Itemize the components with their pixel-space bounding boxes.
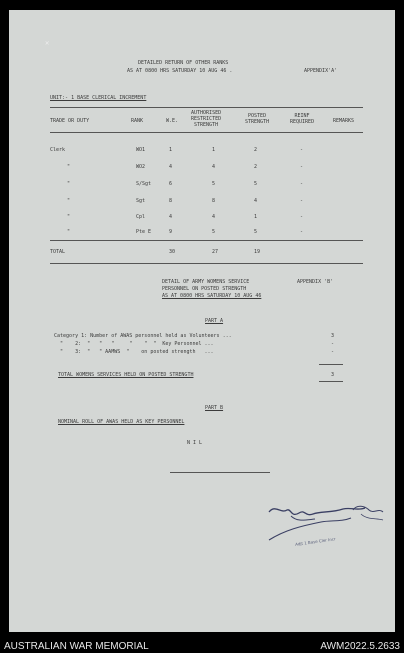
total-posted: 19 [254, 249, 261, 255]
table-header-rule [50, 132, 363, 133]
col-header-reinf: REINF REQUIRED [290, 113, 315, 125]
total-label: TOTAL [50, 249, 66, 255]
table-cell: Clerk [50, 147, 66, 153]
table-cell: Cpl [136, 214, 146, 220]
table-cell: - [300, 214, 304, 220]
table-cell: 1 [254, 214, 258, 220]
part-a-value-1: 3 [331, 333, 335, 339]
col-header-remarks: REMARKS [333, 118, 355, 124]
table-cell: 4 [169, 214, 173, 220]
table-cell: 2 [254, 147, 258, 153]
document-page [9, 10, 395, 632]
table-cell: 5 [212, 229, 216, 235]
part-a-value-3: - [331, 349, 335, 355]
unit-line: UNIT:- 1 BASE CLERICAL INCREMENT [50, 95, 147, 101]
table-cell: " [67, 229, 71, 235]
section-b-line2: PERSONNEL ON POSTED STRENGTH [162, 286, 247, 292]
punch-mark: ✕ [45, 39, 50, 47]
total-top-rule [50, 240, 363, 241]
part-a-total-rule [319, 381, 343, 382]
appendix-b-label: APPENDIX 'B' [297, 279, 334, 285]
table-top-rule [50, 107, 363, 108]
table-cell: - [300, 164, 304, 170]
total-bottom-rule [50, 263, 363, 264]
table-cell: 5 [254, 181, 258, 187]
table-cell: 5 [254, 229, 258, 235]
table-cell: 8 [212, 198, 216, 204]
table-cell: 4 [212, 214, 216, 220]
table-cell: 9 [169, 229, 173, 235]
part-a-line-2: " 2: " " " " " " Key Personnel ... [54, 341, 214, 347]
table-cell: 4 [212, 164, 216, 170]
section-b-line1: DETAIL OF ARMY WOMENS SERVICE [162, 279, 250, 285]
col-header-authorised: AUTHORISED RESTRICTED STRENGTH [191, 110, 222, 128]
part-a-line-3: " 3: " " AAMWS " on posted strength ... [54, 349, 214, 355]
table-cell: - [300, 198, 304, 204]
part-a-line-1: Category 1: Number of AWAS personnel held as Volunteers ... [54, 333, 232, 339]
table-cell: " [67, 198, 71, 204]
table-cell: 4 [169, 164, 173, 170]
col-header-rank: RANK [131, 118, 144, 124]
adjutant-stamp: Adjt 1 Base Cler Incr [294, 536, 336, 547]
doc-title-line1: DETAILED RETURN OF OTHER RANKS [138, 60, 229, 66]
col-header-we: W.E. [166, 118, 179, 124]
col-header-trade: TRADE OR DUTY [50, 118, 90, 124]
total-we: 30 [169, 249, 176, 255]
table-cell: - [300, 229, 304, 235]
col-header-posted: POSTED STRENGTH [245, 113, 270, 125]
nil-text: N I L [187, 440, 203, 446]
table-cell: Pte E [136, 229, 152, 235]
section-b-line3: AS AT 0800 HRS SATURDAY 10 AUG 46 [162, 293, 262, 299]
table-cell: Sgt [136, 198, 146, 204]
doc-title-line2: AS AT 0800 HRS SATURDAY 10 AUG 46 . [127, 68, 233, 74]
table-cell: 1 [169, 147, 173, 153]
table-cell: - [300, 147, 304, 153]
part-b-line: NOMINAL ROLL OF AWAS HELD AS KEY PERSONNEL [58, 419, 185, 425]
total-authorised: 27 [212, 249, 219, 255]
part-a-total-value: 3 [331, 372, 335, 378]
table-cell: WO1 [136, 147, 146, 153]
part-a-sum-rule [319, 364, 343, 365]
part-a-heading: PART A [205, 318, 224, 324]
table-cell: " [67, 181, 71, 187]
part-a-value-2: - [331, 341, 335, 347]
footer-institution: AUSTRALIAN WAR MEMORIAL [4, 641, 149, 652]
table-cell: 6 [169, 181, 173, 187]
table-cell: 1 [212, 147, 216, 153]
table-cell: 2 [254, 164, 258, 170]
table-cell: - [300, 181, 304, 187]
table-cell: WO2 [136, 164, 146, 170]
part-a-total-label: TOTAL WOMENS SERVICES HELD ON POSTED STRENGTH [58, 372, 194, 378]
table-cell: 5 [212, 181, 216, 187]
table-cell: " [67, 214, 71, 220]
part-b-heading: PART B [205, 405, 224, 411]
table-cell: S/Sgt [136, 181, 152, 187]
footer-accession-number: AWM2022.5.2633 [320, 641, 400, 652]
table-cell: 4 [254, 198, 258, 204]
appendix-a-label: APPENDIX'A' [304, 68, 338, 74]
table-cell: 8 [169, 198, 173, 204]
table-cell: " [67, 164, 71, 170]
nil-rule [170, 472, 270, 473]
